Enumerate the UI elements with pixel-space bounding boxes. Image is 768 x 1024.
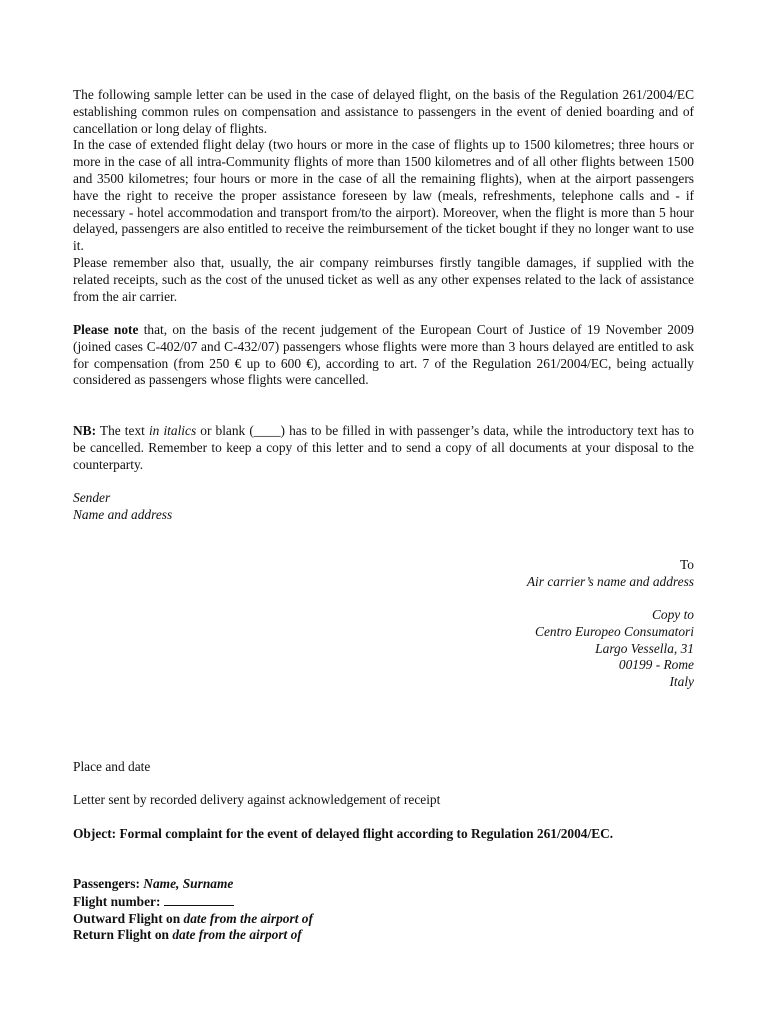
passengers-value: Name, Surname	[143, 876, 234, 891]
delivery-note-text: Letter sent by recorded delivery against acknowledgement of receipt	[73, 792, 441, 807]
outward-value: date from the airport of	[183, 910, 313, 926]
return-value: date from the airport of	[172, 927, 302, 943]
copy-to-line-4: Italy	[669, 674, 694, 690]
flight-fields	[73, 876, 694, 944]
copy-to-line-2: Largo Vessella, 31	[595, 640, 694, 656]
intro-paragraph-2: In the case of extended flight delay (two hours or more in the case of flights up to 1500 kilometres; three hours or more in the case of all intra-Community flights of more than 1500 kilometres and of all other flights between 1500 and 3500 kilometres; four hours or more in the case of all the remaining flights), when at the airport passengers have the right to receive the proper assistance foreseen by law (meals, refreshments, telephone calls and - if necessary - hotel accommodation and transport from/to the airport). Moreover, when the flight is more than 5 hour delayed, passengers are also entitled to receive the reimbursement of the ticket bought if they no longer want to use it.	[73, 137, 694, 254]
sender-name-address: Name and address	[73, 506, 173, 522]
copy-to-line-3: 00199 - Rome	[618, 657, 694, 673]
object-section	[73, 826, 694, 843]
intro-paragraph-1: The following sample letter can be used in the case of delayed flight, on the basis of the Regulation 261/2004/EC establishing common rules on compensation and assistance to passengers in the event of denied boarding and of cancellation or long delay of flights.	[73, 87, 694, 136]
flight-number-label: Flight number:	[73, 893, 164, 909]
delivery-note	[73, 792, 694, 809]
place-date-text: Place and date	[73, 759, 151, 774]
outward-label: Outward Flight on	[73, 910, 184, 926]
sender-label: Sender	[73, 490, 111, 505]
flight-number-row	[73, 893, 694, 911]
please-note-label: Please note	[73, 322, 139, 337]
nb-text-a: The text	[96, 423, 149, 438]
nb-section	[73, 423, 694, 473]
place-date	[73, 759, 694, 776]
nb-label: NB:	[73, 423, 97, 438]
copy-to-line-1: Centro Europeo Consumatori	[535, 623, 694, 639]
recipient-to: To	[680, 557, 694, 572]
return-flight-row	[73, 927, 694, 944]
nb-paragraph	[73, 423, 694, 473]
passengers-row	[73, 876, 694, 893]
outward-flight-row	[73, 911, 694, 928]
sender-block	[73, 490, 694, 524]
nb-text-b: or blank (____) has to be filled in with passenger’s data, while the introductory text has to be cancelled. Remember to keep a copy of this letter and to send a copy of all documents at your disposal to the counterparty.	[73, 423, 694, 472]
recipient-block	[73, 557, 694, 591]
return-label: Return Flight on	[73, 927, 173, 943]
please-note-text: that, on the basis of the recent judgement of the European Court of Justice of 19 November 2009 (joined cases C-402/07 and C-432/07) passengers whose flights were more than 3 hours delayed are entitled to ask for compensation (from 250 € up to 600 €), according to art. 7 of the Regulation 261/2004/EC, being actually considered as passengers whose flights were cancelled.	[73, 322, 694, 388]
flight-number-blank	[164, 893, 234, 906]
please-note-section	[73, 322, 694, 389]
copy-to-block	[73, 607, 694, 691]
intro-paragraph-3: Please remember also that, usually, the air company reimburses firstly tangible damages, if supplied with the related receipts, such as the cost of the unused ticket as well as any other expenses related to the lack of assistance from the air carrier.	[73, 254, 694, 304]
object-text: Object: Formal complaint for the event of delayed flight according to Regulation 261/2004/EC.	[73, 826, 614, 841]
please-note-paragraph	[73, 322, 694, 389]
intro-section	[73, 87, 694, 305]
copy-to-label: Copy to	[651, 607, 694, 622]
passengers-label: Passengers:	[73, 876, 144, 891]
nb-italics-word: in italics	[148, 423, 197, 438]
recipient-name: Air carrier’s name and address	[526, 573, 694, 589]
